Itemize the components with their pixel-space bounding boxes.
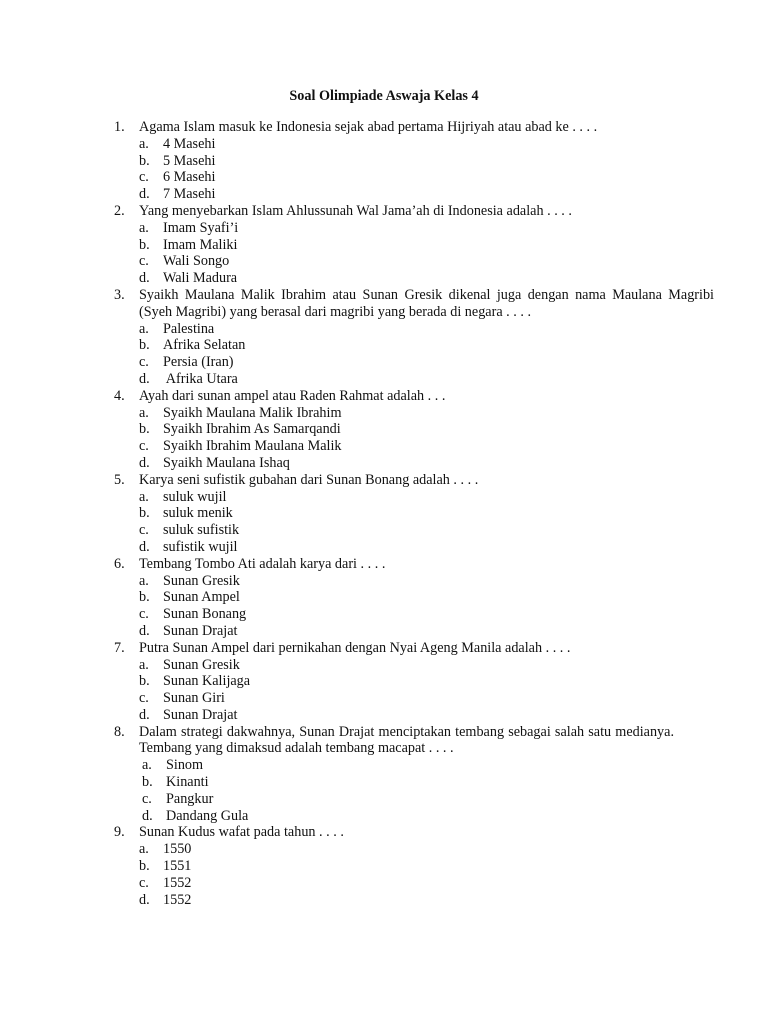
option-letter: d. (139, 706, 150, 723)
option-text: 7 Masehi (163, 186, 216, 203)
question-9 (114, 824, 714, 908)
option-letter: a. (139, 572, 149, 589)
option-list (139, 841, 714, 908)
option-text: 1551 (163, 858, 192, 875)
option-letter: b. (139, 673, 150, 690)
option-c (139, 169, 714, 186)
option-a (139, 136, 714, 153)
option-letter: b. (139, 505, 150, 522)
option-letter: b. (142, 774, 153, 791)
option-d (139, 808, 714, 825)
option-letter: b. (139, 421, 150, 438)
option-letter: b. (139, 337, 150, 354)
question-8 (114, 724, 714, 825)
option-b (139, 589, 714, 606)
option-a (139, 757, 714, 774)
option-text: Wali Songo (163, 253, 230, 270)
option-text: Imam Maliki (163, 236, 238, 253)
option-text: 4 Masehi (163, 135, 216, 152)
question-number: 1. (114, 119, 125, 135)
question-number: 9. (114, 824, 125, 841)
option-letter: d. (139, 186, 150, 203)
question-text: Ayah dari sunan ampel atau Raden Rahmat adalah . . . (139, 387, 446, 404)
option-text: Imam Syafi’i (163, 219, 239, 236)
option-text: Sinom (166, 757, 204, 774)
question-6 (114, 556, 714, 640)
option-letter: a. (139, 488, 149, 505)
option-text: Sunan Ampel (163, 589, 240, 606)
option-text: Sunan Drajat (163, 706, 238, 723)
question-text: Syaikh Maulana Malik Ibrahim atau Sunan Gresik dikenal juga dengan nama Maulana Magribi (Syeh Magribi) yang berasal dari magribi yang berada di negara . . . . (139, 286, 714, 320)
option-a (139, 657, 714, 674)
option-text: Sunan Gresik (163, 656, 240, 673)
option-list (139, 321, 714, 388)
question-text: Putra Sunan Ampel dari pernikahan dengan Nyai Ageng Manila adalah . . . . (139, 639, 571, 656)
question-4 (114, 388, 714, 472)
option-text: 1552 (163, 891, 192, 908)
option-text: Syaikh Ibrahim Maulana Malik (163, 438, 342, 455)
option-b (139, 858, 714, 875)
option-text: Sunan Giri (163, 690, 225, 707)
option-d (139, 892, 714, 909)
option-letter: d. (142, 807, 153, 824)
option-d (139, 707, 714, 724)
option-d (139, 455, 714, 472)
option-c (139, 354, 714, 371)
question-number: 6. (114, 555, 125, 572)
option-text: Pangkur (166, 790, 214, 807)
option-a (139, 841, 714, 858)
option-letter: b. (139, 152, 150, 169)
option-letter: d. (139, 454, 150, 471)
question-number: 5. (114, 471, 125, 488)
option-list (139, 757, 714, 824)
option-text: 1550 (163, 841, 192, 858)
option-c (139, 875, 714, 892)
option-text: Sunan Bonang (163, 606, 247, 623)
option-letter: b. (139, 236, 150, 253)
option-letter: c. (139, 438, 149, 455)
question-number: 2. (114, 202, 125, 219)
option-d (139, 186, 714, 203)
option-b (139, 421, 714, 438)
option-text: Afrika Utara (163, 370, 238, 387)
option-text: suluk sufistik (163, 522, 240, 539)
option-letter: d. (139, 891, 150, 908)
option-text: suluk wujil (163, 488, 227, 505)
question-text: Dalam strategi dakwahnya, Sunan Drajat menciptakan tembang sebagai salah satu medianya. Tembang yang dimaksud adalah tembang macapat . . . . (139, 723, 674, 757)
question-text: Agama Islam masuk ke Indonesia sejak abad pertama Hijriyah atau abad ke . . . . (139, 119, 598, 135)
option-letter: c. (139, 253, 149, 270)
option-letter: c. (139, 354, 149, 371)
question-text: Karya seni sufistik gubahan dari Sunan Bonang adalah . . . . (139, 471, 479, 488)
option-a (139, 573, 714, 590)
option-letter: c. (139, 169, 149, 186)
option-c (139, 253, 714, 270)
option-list (139, 136, 714, 203)
option-text: 5 Masehi (163, 152, 216, 169)
option-a (139, 321, 714, 338)
option-text: suluk menik (163, 505, 233, 522)
option-text: Afrika Selatan (163, 337, 246, 354)
option-d (139, 623, 714, 640)
question-3 (114, 287, 714, 388)
option-letter: d. (139, 370, 150, 387)
option-c (139, 606, 714, 623)
question-text: Sunan Kudus wafat pada tahun . . . . (139, 824, 344, 841)
option-d (139, 371, 714, 388)
option-text: 6 Masehi (163, 169, 216, 186)
option-letter: d. (139, 538, 150, 555)
option-letter: a. (139, 135, 149, 152)
option-letter: b. (139, 858, 150, 875)
question-text: Yang menyebarkan Islam Ahlussunah Wal Jama’ah di Indonesia adalah . . . . (139, 202, 572, 219)
option-text: Syaikh Maulana Ishaq (163, 454, 290, 471)
option-text: Palestina (163, 320, 215, 337)
question-number: 3. (114, 286, 125, 303)
option-text: sufistik wujil (163, 538, 238, 555)
option-text: Sunan Kalijaga (163, 673, 251, 690)
page-title: Soal Olimpiade Aswaja Kelas 4 (289, 88, 479, 104)
option-c (139, 438, 714, 455)
option-letter: a. (139, 841, 149, 858)
option-text: Syaikh Maulana Malik Ibrahim (163, 404, 342, 421)
option-text: Kinanti (166, 774, 209, 791)
option-text: Sunan Gresik (163, 572, 240, 589)
option-letter: a. (142, 757, 152, 774)
option-letter: c. (139, 690, 149, 707)
question-1 (114, 119, 714, 203)
option-a (139, 220, 714, 237)
option-letter: a. (139, 320, 149, 337)
option-d (139, 539, 714, 556)
question-7 (114, 640, 714, 724)
option-letter: a. (139, 404, 149, 421)
option-letter: c. (139, 606, 149, 623)
option-list (139, 220, 714, 287)
option-list (139, 573, 714, 640)
option-text: Syaikh Ibrahim As Samarqandi (163, 421, 341, 438)
option-b (139, 237, 714, 254)
option-text: Wali Madura (163, 270, 238, 287)
option-b (139, 505, 714, 522)
option-letter: a. (139, 656, 149, 673)
option-b (139, 153, 714, 170)
question-text: Tembang Tombo Ati adalah karya dari . . . . (139, 555, 386, 572)
option-a (139, 489, 714, 506)
option-text: Sunan Drajat (163, 622, 238, 639)
option-list (139, 657, 714, 724)
option-letter: b. (139, 589, 150, 606)
question-number: 8. (114, 723, 125, 740)
option-b (139, 673, 714, 690)
question-2 (114, 203, 714, 287)
question-5 (114, 472, 714, 556)
option-letter: d. (139, 622, 150, 639)
option-text: Dandang Gula (166, 807, 249, 824)
option-b (139, 774, 714, 791)
option-letter: c. (142, 790, 152, 807)
option-d (139, 270, 714, 287)
option-b (139, 337, 714, 354)
question-list (114, 119, 714, 908)
option-c (139, 791, 714, 808)
option-list (139, 489, 714, 556)
option-c (139, 690, 714, 707)
option-letter: c. (139, 874, 149, 891)
option-list (139, 405, 714, 472)
option-text: Persia (Iran) (163, 354, 234, 371)
option-a (139, 405, 714, 422)
question-number: 7. (114, 639, 125, 656)
option-letter: c. (139, 522, 149, 539)
option-text: 1552 (163, 874, 192, 891)
option-letter: a. (139, 219, 149, 236)
question-number: 4. (114, 387, 125, 404)
option-c (139, 522, 714, 539)
option-letter: d. (139, 270, 150, 287)
